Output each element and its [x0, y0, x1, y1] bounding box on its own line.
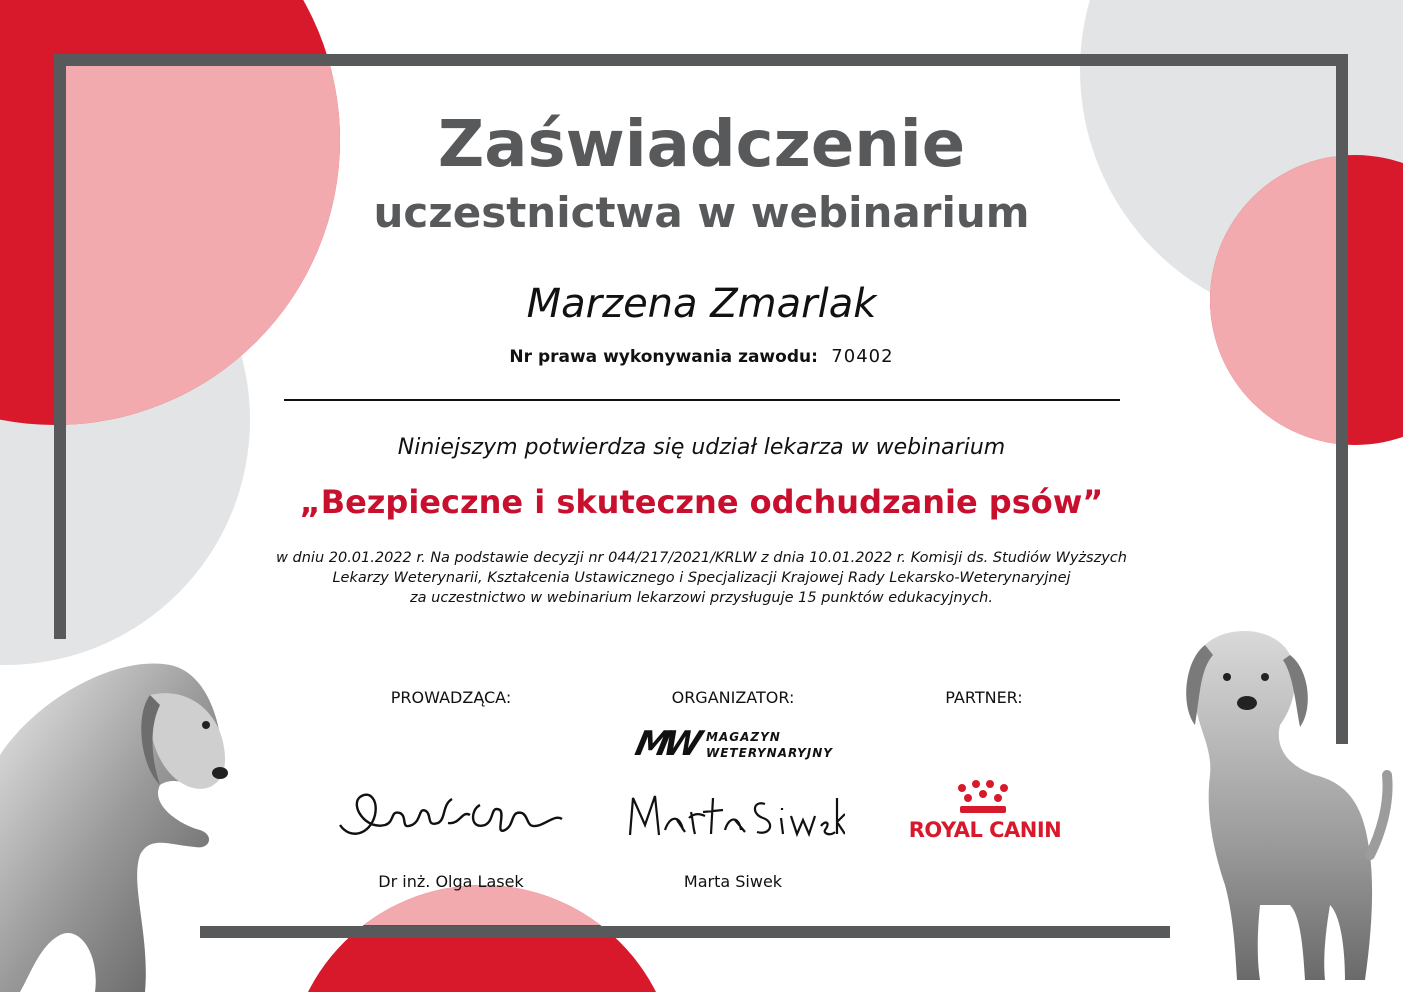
- royal-canin-wordmark: ROYAL CANIN: [908, 818, 1062, 842]
- royal-canin-logo: [900, 780, 1070, 850]
- license-row: [0, 346, 1403, 367]
- name-underline: [284, 399, 1120, 401]
- organizer-name: Marta Siwek: [683, 872, 783, 891]
- logo-line-1: MAGAZYN: [706, 730, 781, 744]
- logo-mark: MW: [631, 724, 700, 764]
- details-line: za uczestnictwo w webinarium lekarzowi przysługuje 15 punktów edukacyjnych.: [410, 590, 993, 606]
- license-number: 70402: [831, 346, 894, 367]
- crown-icon: [948, 780, 1018, 818]
- host-name: Dr inż. Olga Lasek: [378, 872, 524, 891]
- dog-photo-right: [1165, 615, 1403, 992]
- host-label: PROWADZĄCA:: [390, 688, 512, 707]
- partner-label: PARTNER:: [945, 688, 1023, 707]
- signature-marta-siwek: [625, 790, 845, 845]
- recipient-name: Marzena Zmarlak: [526, 281, 877, 327]
- frame-top: [54, 54, 1348, 66]
- webinar-title: „Bezpieczne i skuteczne odchudzanie psów”: [299, 483, 1104, 521]
- confirmation-text: Niniejszym potwierdza się udział lekarza w webinarium: [397, 435, 1006, 460]
- organizer-label: ORGANIZATOR:: [671, 688, 795, 707]
- magazyn-weterynaryjny-logo: [631, 724, 836, 768]
- certificate-subtitle: uczestnictwa w webinarium: [373, 188, 1030, 237]
- details-paragraph: [180, 548, 1223, 608]
- details-line: w dniu 20.01.2022 r. Na podstawie decyzji nr 044/217/2021/KRLW z dnia 10.01.2022 r. Komisji ds. Studiów Wyższych: [276, 550, 1127, 566]
- logo-line-2: WETERYNARYJNY: [706, 746, 833, 760]
- certificate-title: Zaświadczenie: [437, 108, 966, 182]
- license-label: Nr prawa wykonywania zawodu:: [509, 347, 818, 367]
- details-line: Lekarzy Weterynarii, Kształcenia Ustawicznego i Specjalizacji Krajowej Rady Lekarsko-Weterynaryjnej: [332, 570, 1071, 586]
- dog-photo-left: [0, 635, 250, 992]
- signature-olga-lasek: [330, 785, 570, 845]
- frame-bottom: [200, 926, 1170, 938]
